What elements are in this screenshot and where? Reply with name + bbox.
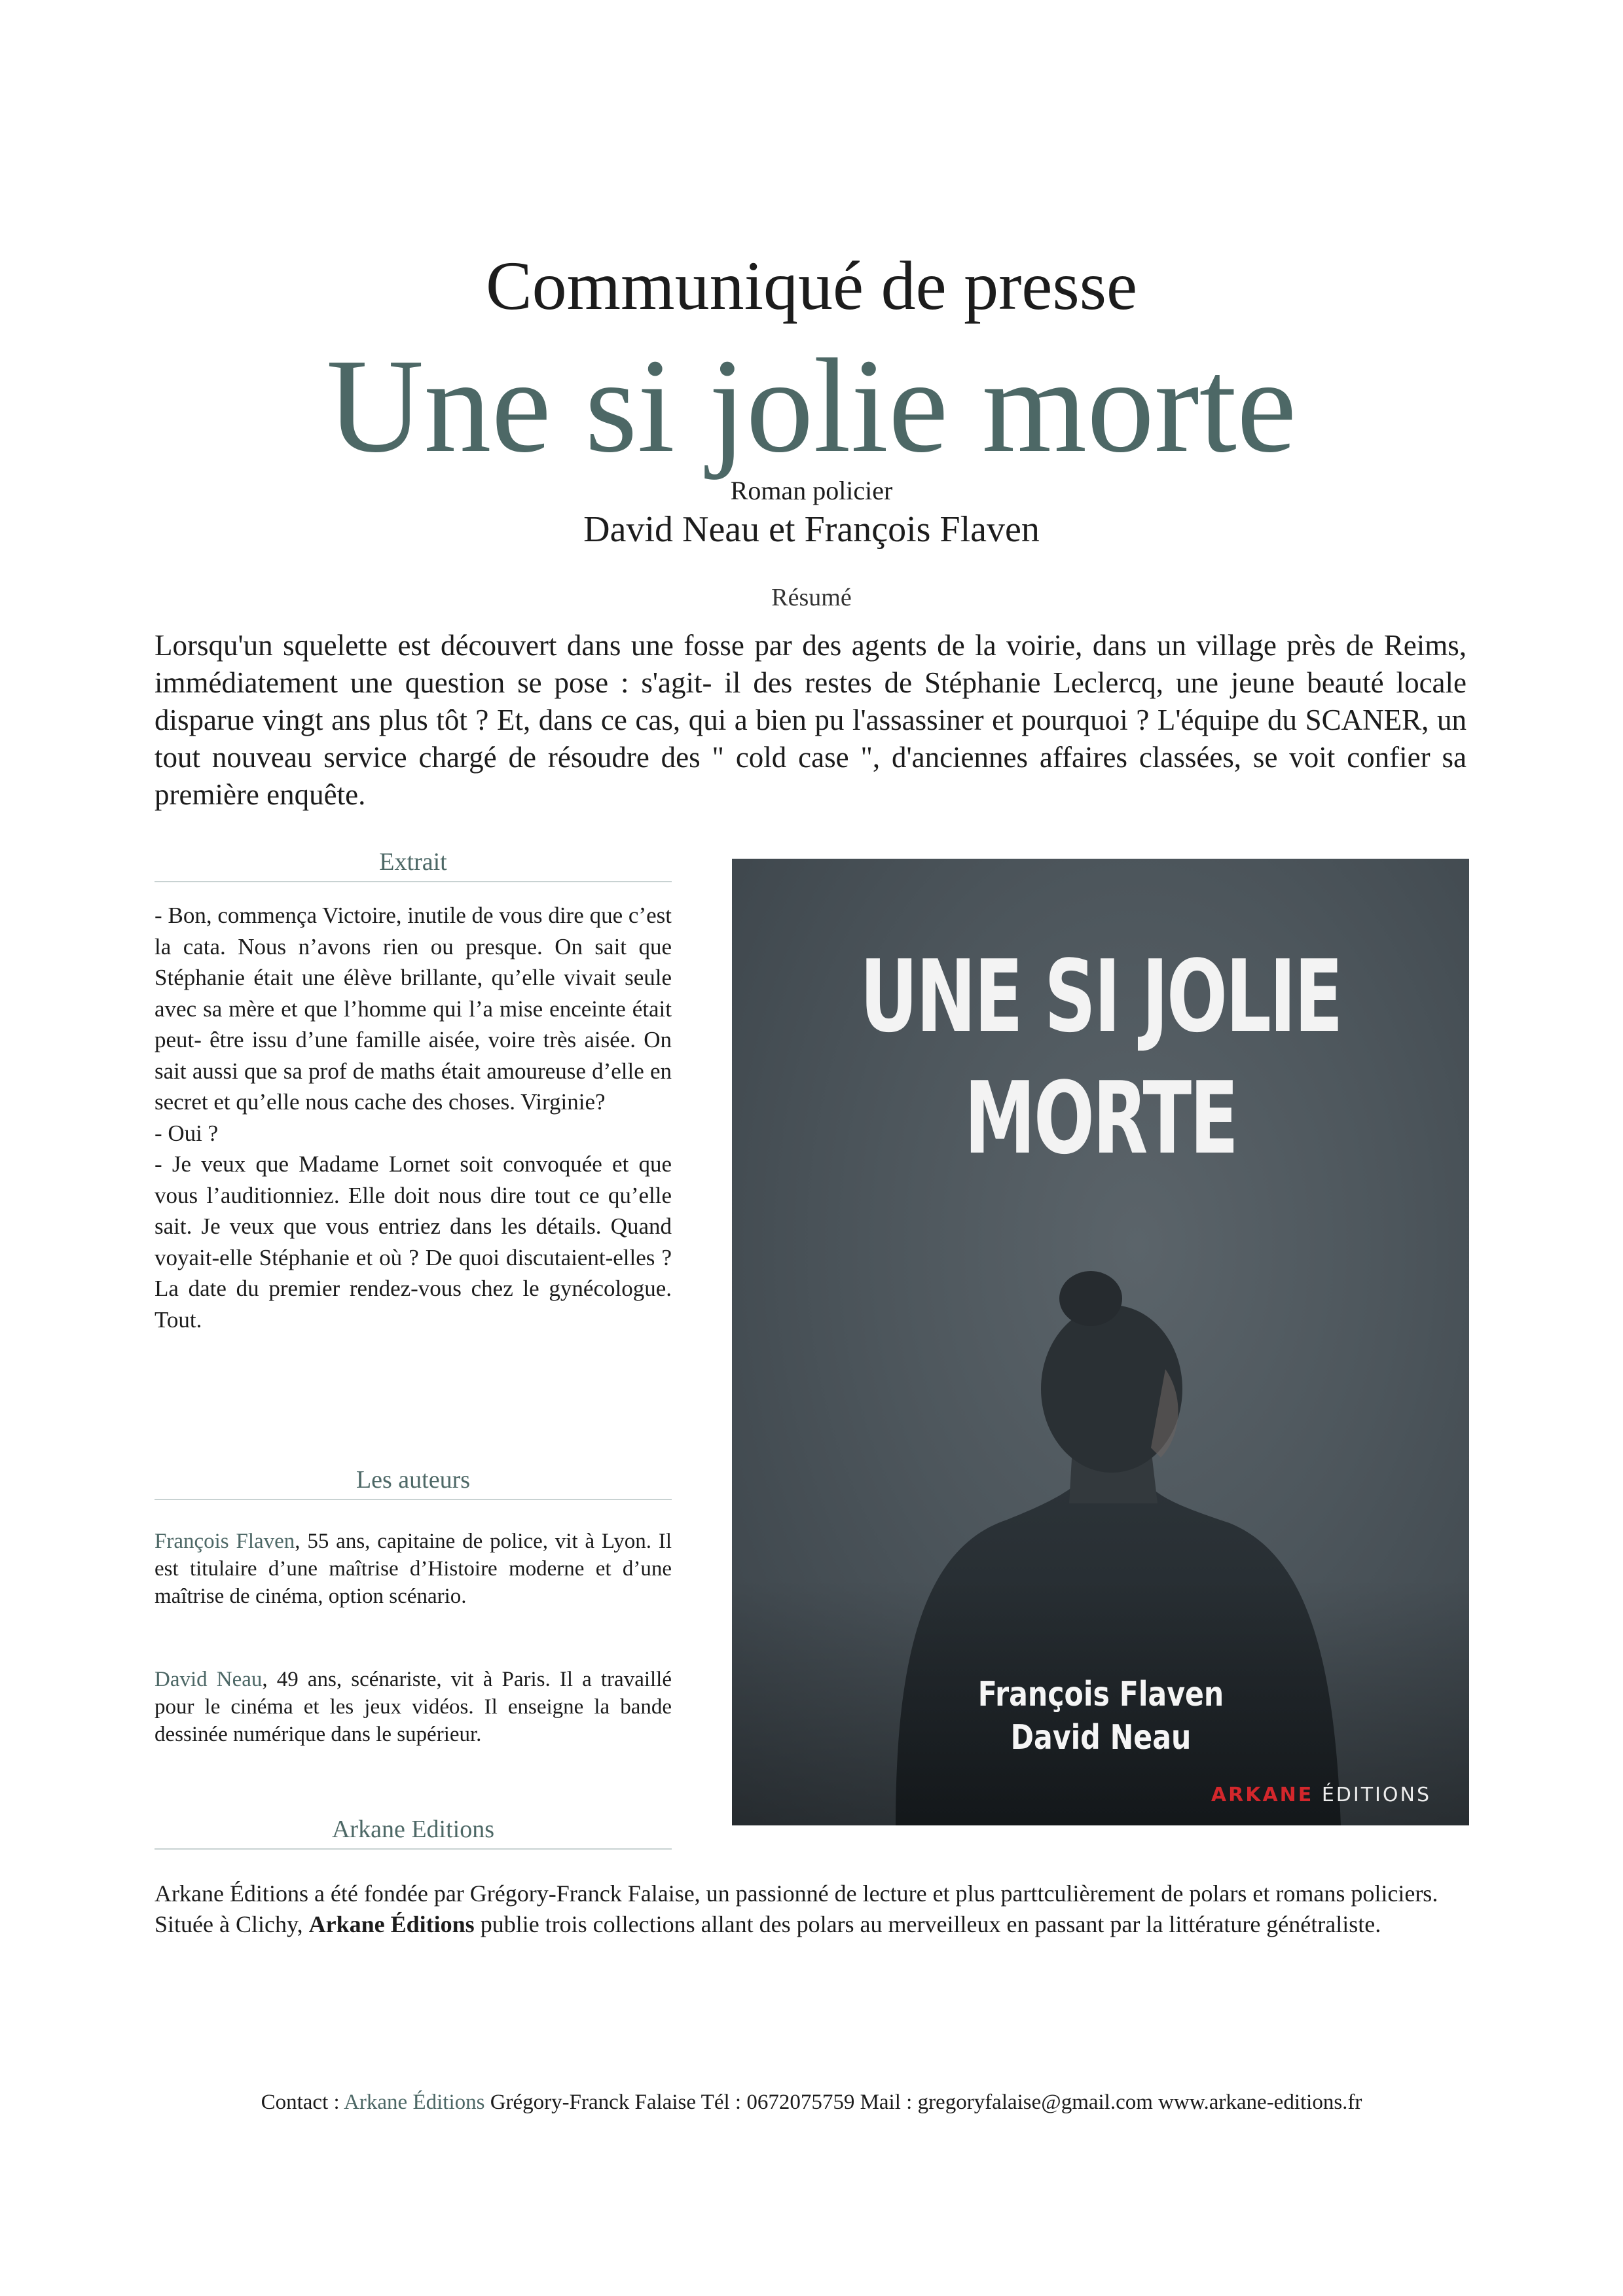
contact-prefix: Contact : [261,2090,344,2114]
document-heading: Communiqué de presse [485,247,1138,324]
publisher-text-part: publie trois collections allant des polars au merveilleux en passant par la littérature génétraliste. [474,1911,1381,1937]
extrait-text [155,900,672,1335]
cover-title-line: MORTE [964,1060,1237,1176]
author-bio-neau [155,1666,672,1748]
extrait-paragraph: - Oui ? [155,1120,219,1146]
extrait-paragraph: - Bon, commença Victoire, inutile de vous dire que c’est la cata. Nous n’avons rien ou presque. On sait que Stéphanie était une élève brillante, qu’elle vivait seule avec sa mère et que l’homme qui l’a mise enceinte était peut- être issu d’une famille aisée, voire très aisée. On sait aussi que sa prof de maths était amoureuse d’elle en secret et qu’elle nous cache des choses. Virginie? [155,903,672,1115]
genre-label: Roman policier [730,476,893,505]
author-name: David Neau [155,1668,263,1691]
publisher-suffix: ÉDITIONS [1313,1784,1431,1806]
contact-publisher: Arkane Éditions [344,2090,485,2114]
cover-author: François Flaven [977,1675,1224,1714]
book-title: Une si jolie morte [326,331,1297,480]
author-bio-text: , 55 ans, capitaine de police, vit à Lyon. Il est titulaire d’une maîtrise d’Histoire moderne et d’une maîtrise de cinéma, option scénario. [155,1530,672,1608]
contact-details: Grégory-Franck Falaise Tél : 0672075759 Mail : gregoryfalaise@gmail.com www.arkane-editions.fr [484,2090,1362,2114]
book-cover [732,859,1469,1825]
auteurs-label: Les auteurs [356,1466,471,1494]
extrait-label: Extrait [379,848,447,876]
extrait-paragraph: - Je veux que Madame Lornet soit convoquée et que vous l’auditionniez. Elle doit nous dire tout ce qu’elle sait. Je veux que vous entriez dans les détails. Quand voyait-elle Stéphanie et où ? De quoi discutaient-elles ? La date du premier rendez-vous chez le gynécologue. Tout. [155,1151,672,1333]
cover-title [835,936,1366,1179]
author-bio-text: , 49 ans, scénariste, vit à Paris. Il a travaillé pour le cinéma et les jeux vidéos. Il enseigne la bande dessinée numérique dans le supérieur. [155,1668,672,1746]
auteurs-divider [155,1499,672,1500]
contact-footer [0,2089,1623,2116]
resume-label: Résumé [771,584,852,611]
editeur-label: Arkane Editions [331,1816,494,1843]
publisher-text [155,1878,1467,1940]
cover-title-line: UNE SI JOLIE [860,939,1341,1054]
extrait-divider [155,881,672,882]
publisher-name-bold: Arkane Éditions [308,1911,475,1937]
authors-line: David Neau et François Flaven [583,509,1040,550]
editeur-divider [155,1848,672,1850]
author-bio-flaven [155,1528,672,1610]
resume-text: Lorsqu'un squelette est découvert dans une fosse par des agents de la voirie, dans un village près de Reims, immédiatement une question se pose : s'agit- il des restes de Stéphanie Leclercq, une jeune beauté locale disparue vingt ans plus tôt ? Et, dans ce cas, qui a bien pu l'assassiner et pourquoi ? L'équipe du SCANER, un tout nouveau service chargé de résoudre des " cold case ", d'anciennes affaires classées, se voit confier sa première enquête. [155,629,1467,811]
cover-author: David Neau [1010,1718,1192,1757]
publisher-text-part: Arkane Éditions a été fondée par Grégory-Franck Falaise, un passionné de lecture et plus parttculièrement de polars et romans policiers. Située à Clichy, [155,1880,1438,1937]
publisher-brand: ARKANE [1211,1784,1314,1806]
cover-publisher-logo [1211,1784,1431,1806]
author-name: François Flaven [155,1530,295,1553]
